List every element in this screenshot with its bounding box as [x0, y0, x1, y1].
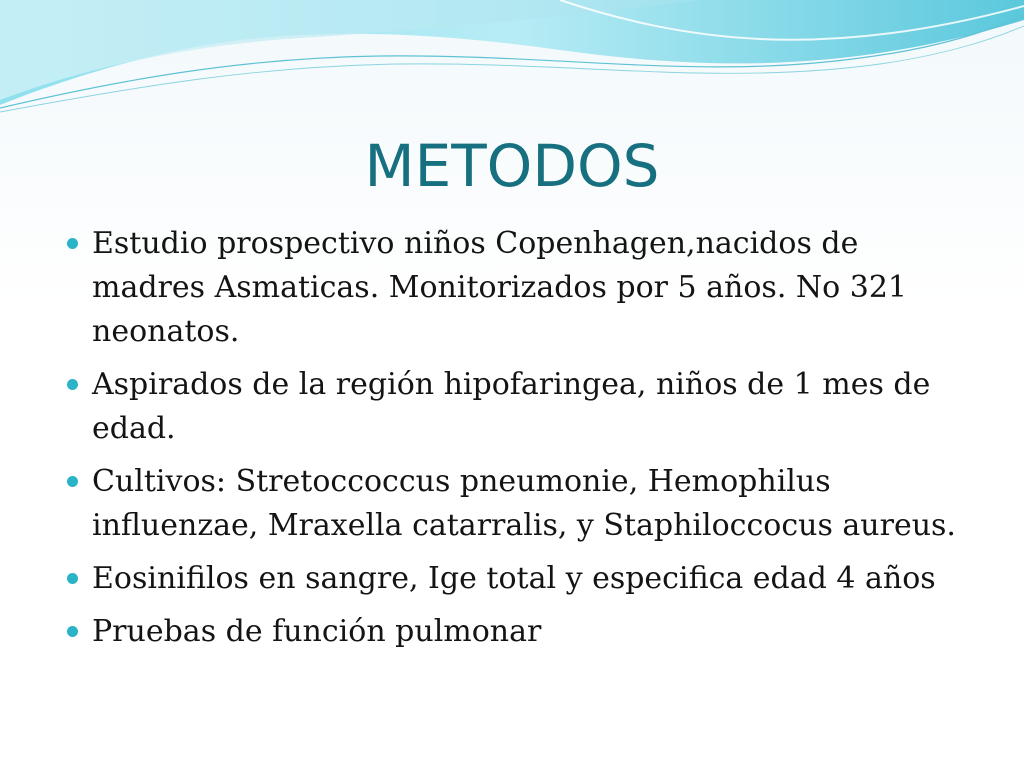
bullet-item [60, 557, 960, 601]
bullet-text: Aspirados de la región hipofaringea, niños de 1 mes de edad. [92, 367, 931, 446]
bullet-text: Pruebas de función pulmonar [92, 614, 542, 649]
slide-title: METODOS [364, 132, 660, 200]
bullet-text: Cultivos: Stretoccoccus pneumonie, Hemophilus influenzae, Mraxella catarralis, y Staphiloccocus aureus. [92, 464, 956, 543]
bullet-dot-icon [67, 238, 78, 249]
bullet-dot-icon [67, 476, 78, 487]
bullet-text: Estudio prospectivo niños Copenhagen,nacidos de madres Asmaticas. Monitorizados por 5 años. No 321 neonatos. [92, 226, 908, 349]
bullet-text: Eosinifilos en sangre, Ige total y especifica edad 4 años [92, 561, 936, 596]
bullet-item [60, 222, 960, 354]
bullet-item [60, 363, 960, 451]
bullet-list [60, 222, 960, 663]
bullet-dot-icon [67, 573, 78, 584]
wave-header-decoration [0, 0, 1024, 130]
bullet-item [60, 460, 960, 548]
bullet-item [60, 610, 960, 654]
bullet-dot-icon [67, 379, 78, 390]
bullet-dot-icon [67, 626, 78, 637]
